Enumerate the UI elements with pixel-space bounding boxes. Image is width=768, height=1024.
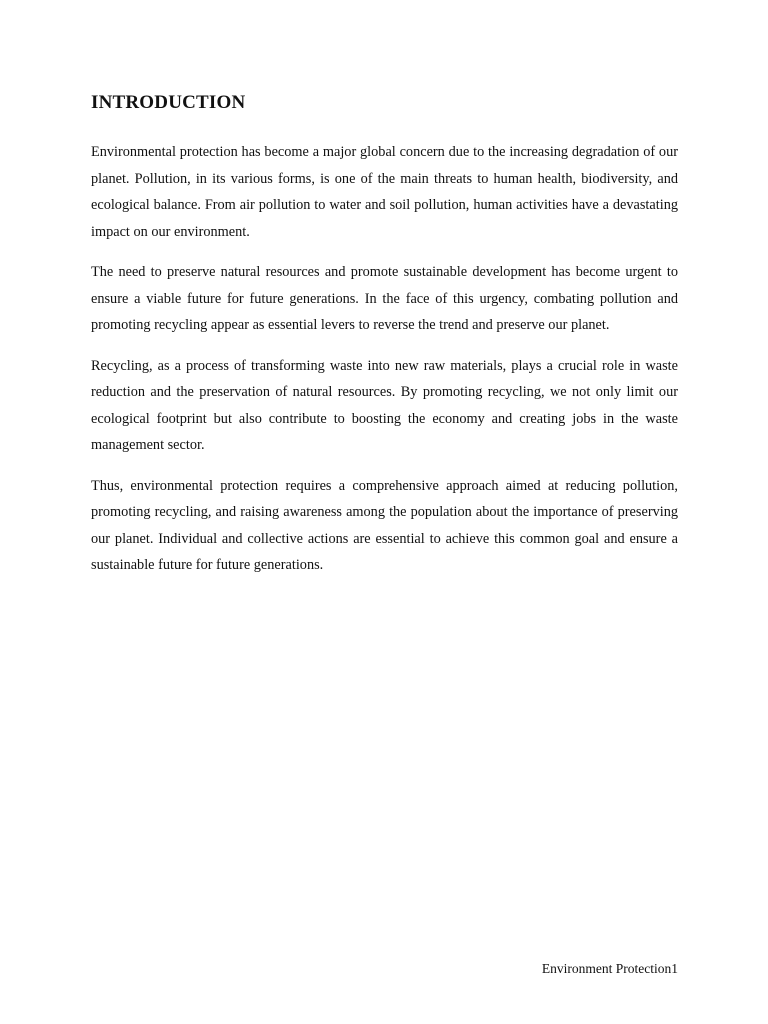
footer-title: Environment Protection — [541, 961, 672, 976]
paragraph: Environmental protection has become a major global concern due to the increasing degradation of our planet. Pollution, in its various forms, is one of the main threats to human health, biodiversity, and ecological balance. From air pollution to water and soil pollution, human activities have a devastating impact on our environment. — [91, 144, 678, 240]
page-footer — [542, 961, 678, 977]
paragraph: Thus, environmental protection requires a comprehensive approach aimed at reducing pollution, promoting recycling, and raising awareness among the population about the importance of preserving our planet. Individual and collective actions are essential to achieve this common goal and ensure a sustainable future for future generations. — [91, 477, 678, 573]
paragraph: Recycling, as a process of transforming waste into new raw materials, plays a crucial role in waste reduction and the preservation of natural resources. By promoting recycling, we not only limit our ecological footprint but also contribute to boosting the economy and creating jobs in the waste management sector. — [91, 357, 678, 453]
document-body — [91, 139, 678, 593]
section-heading: INTRODUCTION — [91, 92, 246, 113]
paragraph: The need to preserve natural resources and promote sustainable development has become urgent to ensure a viable future for future generations. In the face of this urgency, combating pollution and promoting recycling appear as essential levers to reverse the trend and preserve our planet. — [91, 264, 678, 333]
page-number: 1 — [671, 961, 678, 976]
